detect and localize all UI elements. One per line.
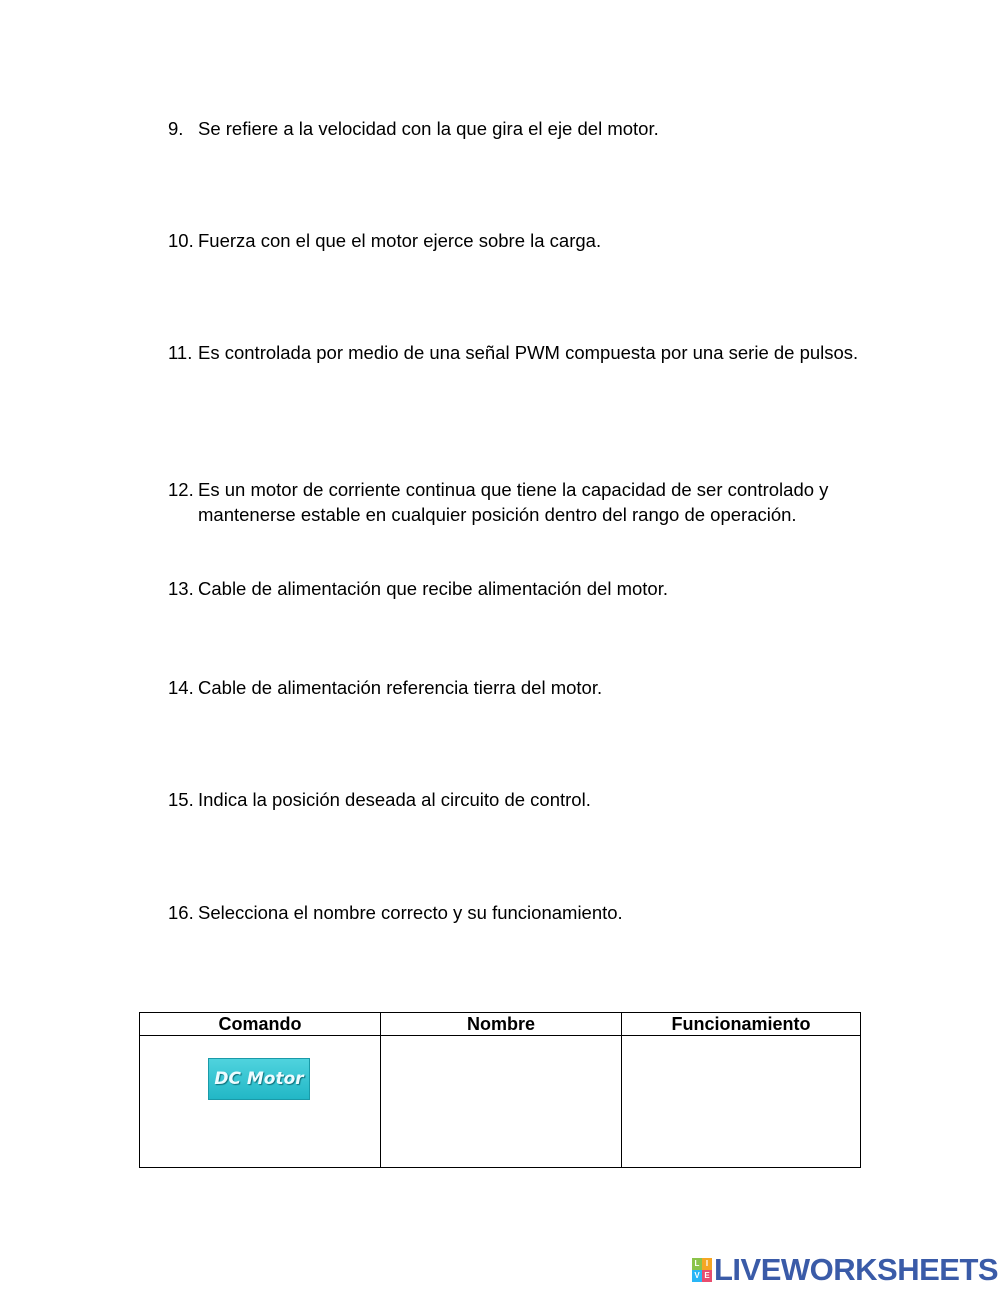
question-text: Es controlada por medio de una señal PWM compuesta por una serie de pulsos. xyxy=(198,342,859,363)
question-15 xyxy=(168,787,868,812)
dc-motor-block: DC Motor xyxy=(208,1058,310,1100)
question-12 xyxy=(168,477,868,527)
mark-letter: E xyxy=(702,1270,712,1282)
question-16 xyxy=(168,900,868,925)
question-number: 10. xyxy=(168,230,194,251)
table-row xyxy=(140,1036,861,1168)
liveworksheets-mark-icon xyxy=(692,1258,712,1282)
question-10 xyxy=(168,228,868,253)
question-text: Selecciona el nombre correcto y su funcionamiento. xyxy=(198,902,623,923)
mark-letter: L xyxy=(692,1258,702,1270)
liveworksheets-wordmark: LIVEWORKSHEETS xyxy=(714,1252,999,1287)
question-text: Se refiere a la velocidad con la que gira el eje del motor. xyxy=(198,118,659,139)
question-number: 12. xyxy=(168,479,194,500)
mark-letter: V xyxy=(692,1270,702,1282)
question-number: 16. xyxy=(168,902,194,923)
cell-nombre-answer[interactable] xyxy=(381,1036,622,1168)
question-number: 13. xyxy=(168,578,194,599)
question-number: 14. xyxy=(168,677,194,698)
question-text: Fuerza con el que el motor ejerce sobre la carga. xyxy=(198,230,602,251)
liveworksheets-logo xyxy=(692,1252,999,1287)
table-header-row xyxy=(140,1013,861,1036)
cell-funcionamiento-answer[interactable] xyxy=(622,1036,861,1168)
header-nombre: Nombre xyxy=(381,1013,622,1036)
header-comando: Comando xyxy=(140,1013,381,1036)
cell-comando xyxy=(140,1036,381,1168)
mark-letter: I xyxy=(702,1258,712,1270)
command-table xyxy=(139,1012,861,1168)
question-number: 15. xyxy=(168,789,194,810)
question-number: 9. xyxy=(168,118,184,139)
question-text: Es un motor de corriente continua que tiene la capacidad de ser controlado y mantenerse estable en cualquier posición dentro del rango de operación. xyxy=(198,479,829,525)
question-9 xyxy=(168,116,868,141)
question-14 xyxy=(168,675,868,700)
question-number: 11. xyxy=(168,342,193,363)
question-text: Indica la posición deseada al circuito de control. xyxy=(198,789,591,810)
question-text: Cable de alimentación referencia tierra del motor. xyxy=(198,677,603,698)
question-11 xyxy=(168,340,868,365)
header-funcionamiento: Funcionamiento xyxy=(622,1013,861,1036)
question-text: Cable de alimentación que recibe alimentación del motor. xyxy=(198,578,668,599)
question-13 xyxy=(168,576,868,601)
